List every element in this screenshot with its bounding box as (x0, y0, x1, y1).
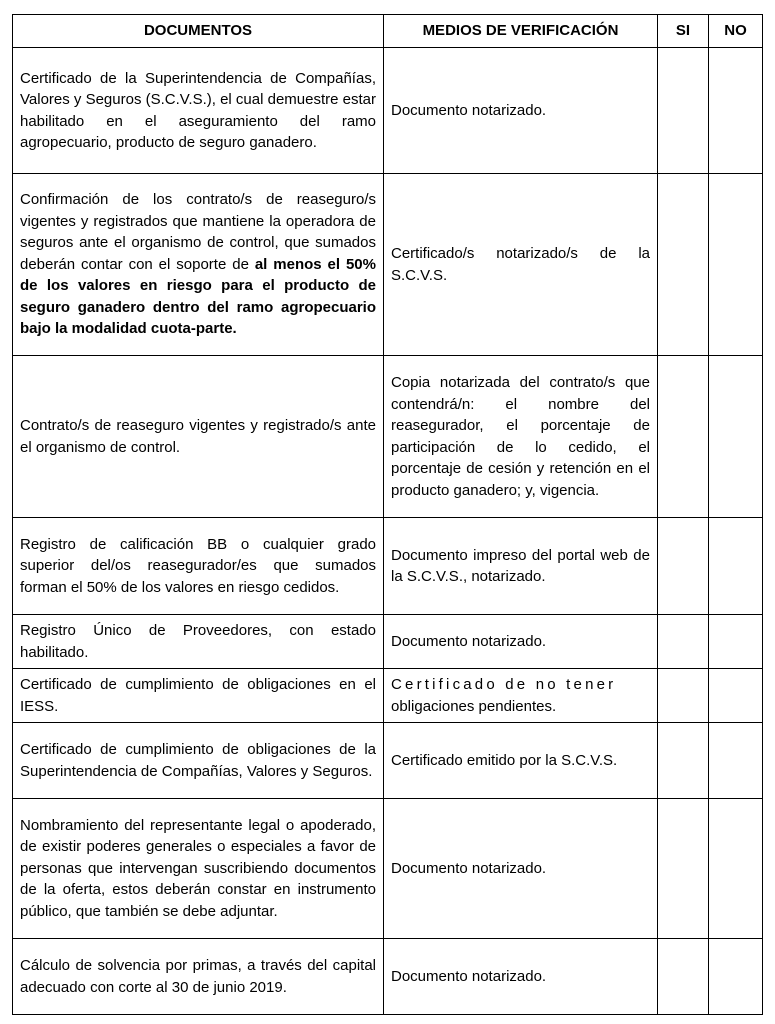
si-cell[interactable] (658, 723, 709, 799)
no-cell[interactable] (709, 518, 763, 615)
verification-cell: Documento notarizado. (384, 615, 658, 669)
verification-cell: Documento impreso del portal web de la S.C.V.S., notarizado. (384, 518, 658, 615)
no-cell[interactable] (709, 723, 763, 799)
table-row (13, 723, 763, 799)
no-cell[interactable] (709, 799, 763, 939)
verification-cell: Certificado/s notarizado/s de la S.C.V.S. (384, 174, 658, 356)
header-row (13, 15, 763, 48)
table-row (13, 615, 763, 669)
document-cell: Registro Único de Proveedores, con estado habilitado. (13, 615, 384, 669)
document-cell: Registro de calificación BB o cualquier grado superior del/os reasegurador/es que sumados forman el 50% de los valores en riesgo cedidos. (13, 518, 384, 615)
document-cell: Cálculo de solvencia por primas, a través del capital adecuado con corte al 30 de junio 2019. (13, 939, 384, 1015)
si-cell[interactable] (658, 518, 709, 615)
document-text: Confirmación de los contrato/s de reaseguro/s vigentes y registrados que mantiene la operadora de seguros ante el organismo de control, que sumados deberán contar con el soporte de (20, 191, 376, 273)
table-row (13, 356, 763, 518)
verification-cell: Copia notarizada del contrato/s que contendrá/n: el nombre del reasegurador, el porcentaje de participación de lo cedido, el porcentaje de cesión y retención en el producto ganadero; y, vigencia. (384, 356, 658, 518)
requirements-table (12, 14, 763, 1015)
table-row (13, 939, 763, 1015)
verification-cell: Certificado emitido por la S.C.V.S. (384, 723, 658, 799)
table-row (13, 48, 763, 174)
si-cell[interactable] (658, 939, 709, 1015)
header-si: SI (658, 15, 709, 48)
verification-cell: Documento notarizado. (384, 48, 658, 174)
no-cell[interactable] (709, 939, 763, 1015)
no-cell[interactable] (709, 174, 763, 356)
si-cell[interactable] (658, 356, 709, 518)
verification-cell: Documento notarizado. (384, 799, 658, 939)
no-cell[interactable] (709, 615, 763, 669)
table-row (13, 669, 763, 723)
no-cell[interactable] (709, 48, 763, 174)
document-text-bold: al menos el 50% de los valores en riesgo para el producto de seguro ganadero dentro del ramo agropecuario bajo la modalidad cuota-parte. (20, 255, 376, 338)
verification-text-spread: Certificado de no tener (391, 676, 617, 693)
document-cell: Certificado de la Superintendencia de Compañías, Valores y Seguros (S.C.V.S.), el cual demuestre estar habilitado en el aseguramiento del ramo agropecuario, producto de seguro ganadero. (13, 48, 384, 174)
si-cell[interactable] (658, 669, 709, 723)
no-cell[interactable] (709, 669, 763, 723)
document-cell: Certificado de cumplimiento de obligaciones de la Superintendencia de Compañías, Valores y Seguros. (13, 723, 384, 799)
si-cell[interactable] (658, 615, 709, 669)
table-row (13, 518, 763, 615)
si-cell[interactable] (658, 799, 709, 939)
header-medios-verificacion: MEDIOS DE VERIFICACIÓN (384, 15, 658, 48)
table-row (13, 174, 763, 356)
document-cell: Contrato/s de reaseguro vigentes y registrado/s ante el organismo de control. (13, 356, 384, 518)
verification-cell: Documento notarizado. (384, 939, 658, 1015)
si-cell[interactable] (658, 48, 709, 174)
document-cell (13, 174, 384, 356)
si-cell[interactable] (658, 174, 709, 356)
verification-cell (384, 669, 658, 723)
header-documentos: DOCUMENTOS (13, 15, 384, 48)
document-cell: Certificado de cumplimiento de obligaciones en el IESS. (13, 669, 384, 723)
verification-text: obligaciones pendientes. (391, 697, 557, 715)
no-cell[interactable] (709, 356, 763, 518)
table-row (13, 799, 763, 939)
header-no: NO (709, 15, 763, 48)
document-cell: Nombramiento del representante legal o apoderado, de existir poderes generales o especiales a favor de personas que intervengan suscribiendo documentos de la oferta, estos deberán constar en instrumento público, que también se debe adjuntar. (13, 799, 384, 939)
